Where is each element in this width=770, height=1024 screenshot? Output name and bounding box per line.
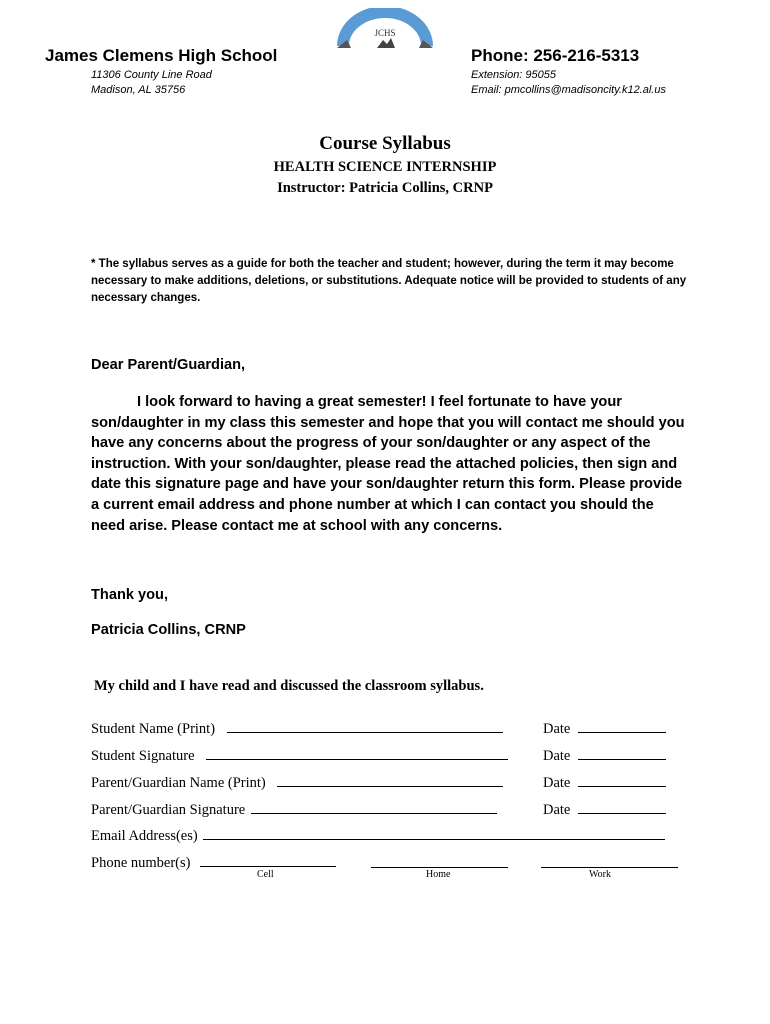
- document-title: Course Syllabus: [319, 133, 451, 154]
- date-label: Date: [543, 748, 571, 764]
- parent-name-date-field[interactable]: [578, 772, 666, 787]
- student-name-row: [91, 718, 503, 738]
- course-name: HEALTH SCIENCE INTERNSHIP: [273, 159, 497, 175]
- letter-signature: Patricia Collins, CRNP: [91, 622, 246, 638]
- student-signature-date-row: [543, 745, 666, 765]
- logo-text: JCHS: [374, 28, 396, 38]
- letter-body: [91, 392, 691, 536]
- date-label: Date: [543, 721, 571, 737]
- phone-row: [91, 852, 336, 872]
- student-name-date-field[interactable]: [578, 718, 666, 733]
- school-name: James Clemens High School: [45, 46, 278, 65]
- email-row: [91, 825, 665, 845]
- parent-signature-field[interactable]: [251, 799, 497, 814]
- phone-work-caption: Work: [589, 869, 611, 880]
- phone-cell-caption: Cell: [257, 869, 274, 880]
- student-signature-label: Student Signature: [91, 748, 195, 764]
- student-signature-date-field[interactable]: [578, 745, 666, 760]
- parent-name-row: [91, 772, 503, 792]
- parent-name-date-row: [543, 772, 666, 792]
- phone-label: Phone number(s): [91, 855, 191, 871]
- syllabus-note: * The syllabus serves as a guide for both the teacher and student; however, during the term it may become necessary to make additions, deletions, or substitutions. Adequate notice will be provided to students of any necessary changes.: [91, 258, 687, 304]
- phone-extension: Extension: 95055: [471, 69, 557, 81]
- parent-signature-row: [91, 799, 497, 819]
- student-name-label: Student Name (Print): [91, 721, 216, 737]
- letter-greeting: Dear Parent/Guardian,: [91, 357, 246, 373]
- date-label: Date: [543, 775, 571, 791]
- phone-number: Phone: 256-216-5313: [471, 46, 640, 65]
- student-signature-row: [91, 745, 508, 765]
- address-line1: 11306 County Line Road: [91, 69, 212, 81]
- parent-name-label: Parent/Guardian Name (Print): [91, 775, 266, 791]
- email-label: Email Address(es): [91, 828, 198, 844]
- address-line2: Madison, AL 35756: [91, 84, 186, 96]
- phone-cell-field[interactable]: [200, 852, 336, 867]
- student-name-date-row: [543, 718, 666, 738]
- parent-name-field[interactable]: [277, 772, 503, 787]
- letter-closing: Thank you,: [91, 587, 169, 603]
- student-name-field[interactable]: [227, 718, 503, 733]
- phone-work-field[interactable]: [541, 853, 678, 868]
- parent-signature-label: Parent/Guardian Signature: [91, 802, 246, 818]
- phone-home-field[interactable]: [371, 853, 508, 868]
- student-signature-field[interactable]: [206, 745, 508, 760]
- acknowledgement-statement: My child and I have read and discussed the classroom syllabus.: [94, 678, 484, 694]
- email-address: Email: pmcollins@madisoncity.k12.al.us: [471, 84, 666, 96]
- parent-signature-date-field[interactable]: [578, 799, 666, 814]
- instructor-name: Instructor: Patricia Collins, CRNP: [277, 180, 493, 196]
- school-logo: [333, 8, 437, 50]
- date-label: Date: [543, 802, 571, 818]
- parent-signature-date-row: [543, 799, 666, 819]
- phone-home-caption: Home: [426, 869, 451, 880]
- email-field[interactable]: [203, 825, 665, 840]
- letter-body-text: I look forward to having a great semester! I feel fortunate to have your son/daughter in my class this semester and hope that you will contact me should you have any concerns about the progress of your son/daughter or any aspect of the instruction. With your son/daughter, please read the attached policies, then sign and date this signature page and have your son/daughter return this form. Please provide a current email address and phone number at which I can contact you should the need arise. Please contact me at school with any concerns.: [91, 394, 685, 534]
